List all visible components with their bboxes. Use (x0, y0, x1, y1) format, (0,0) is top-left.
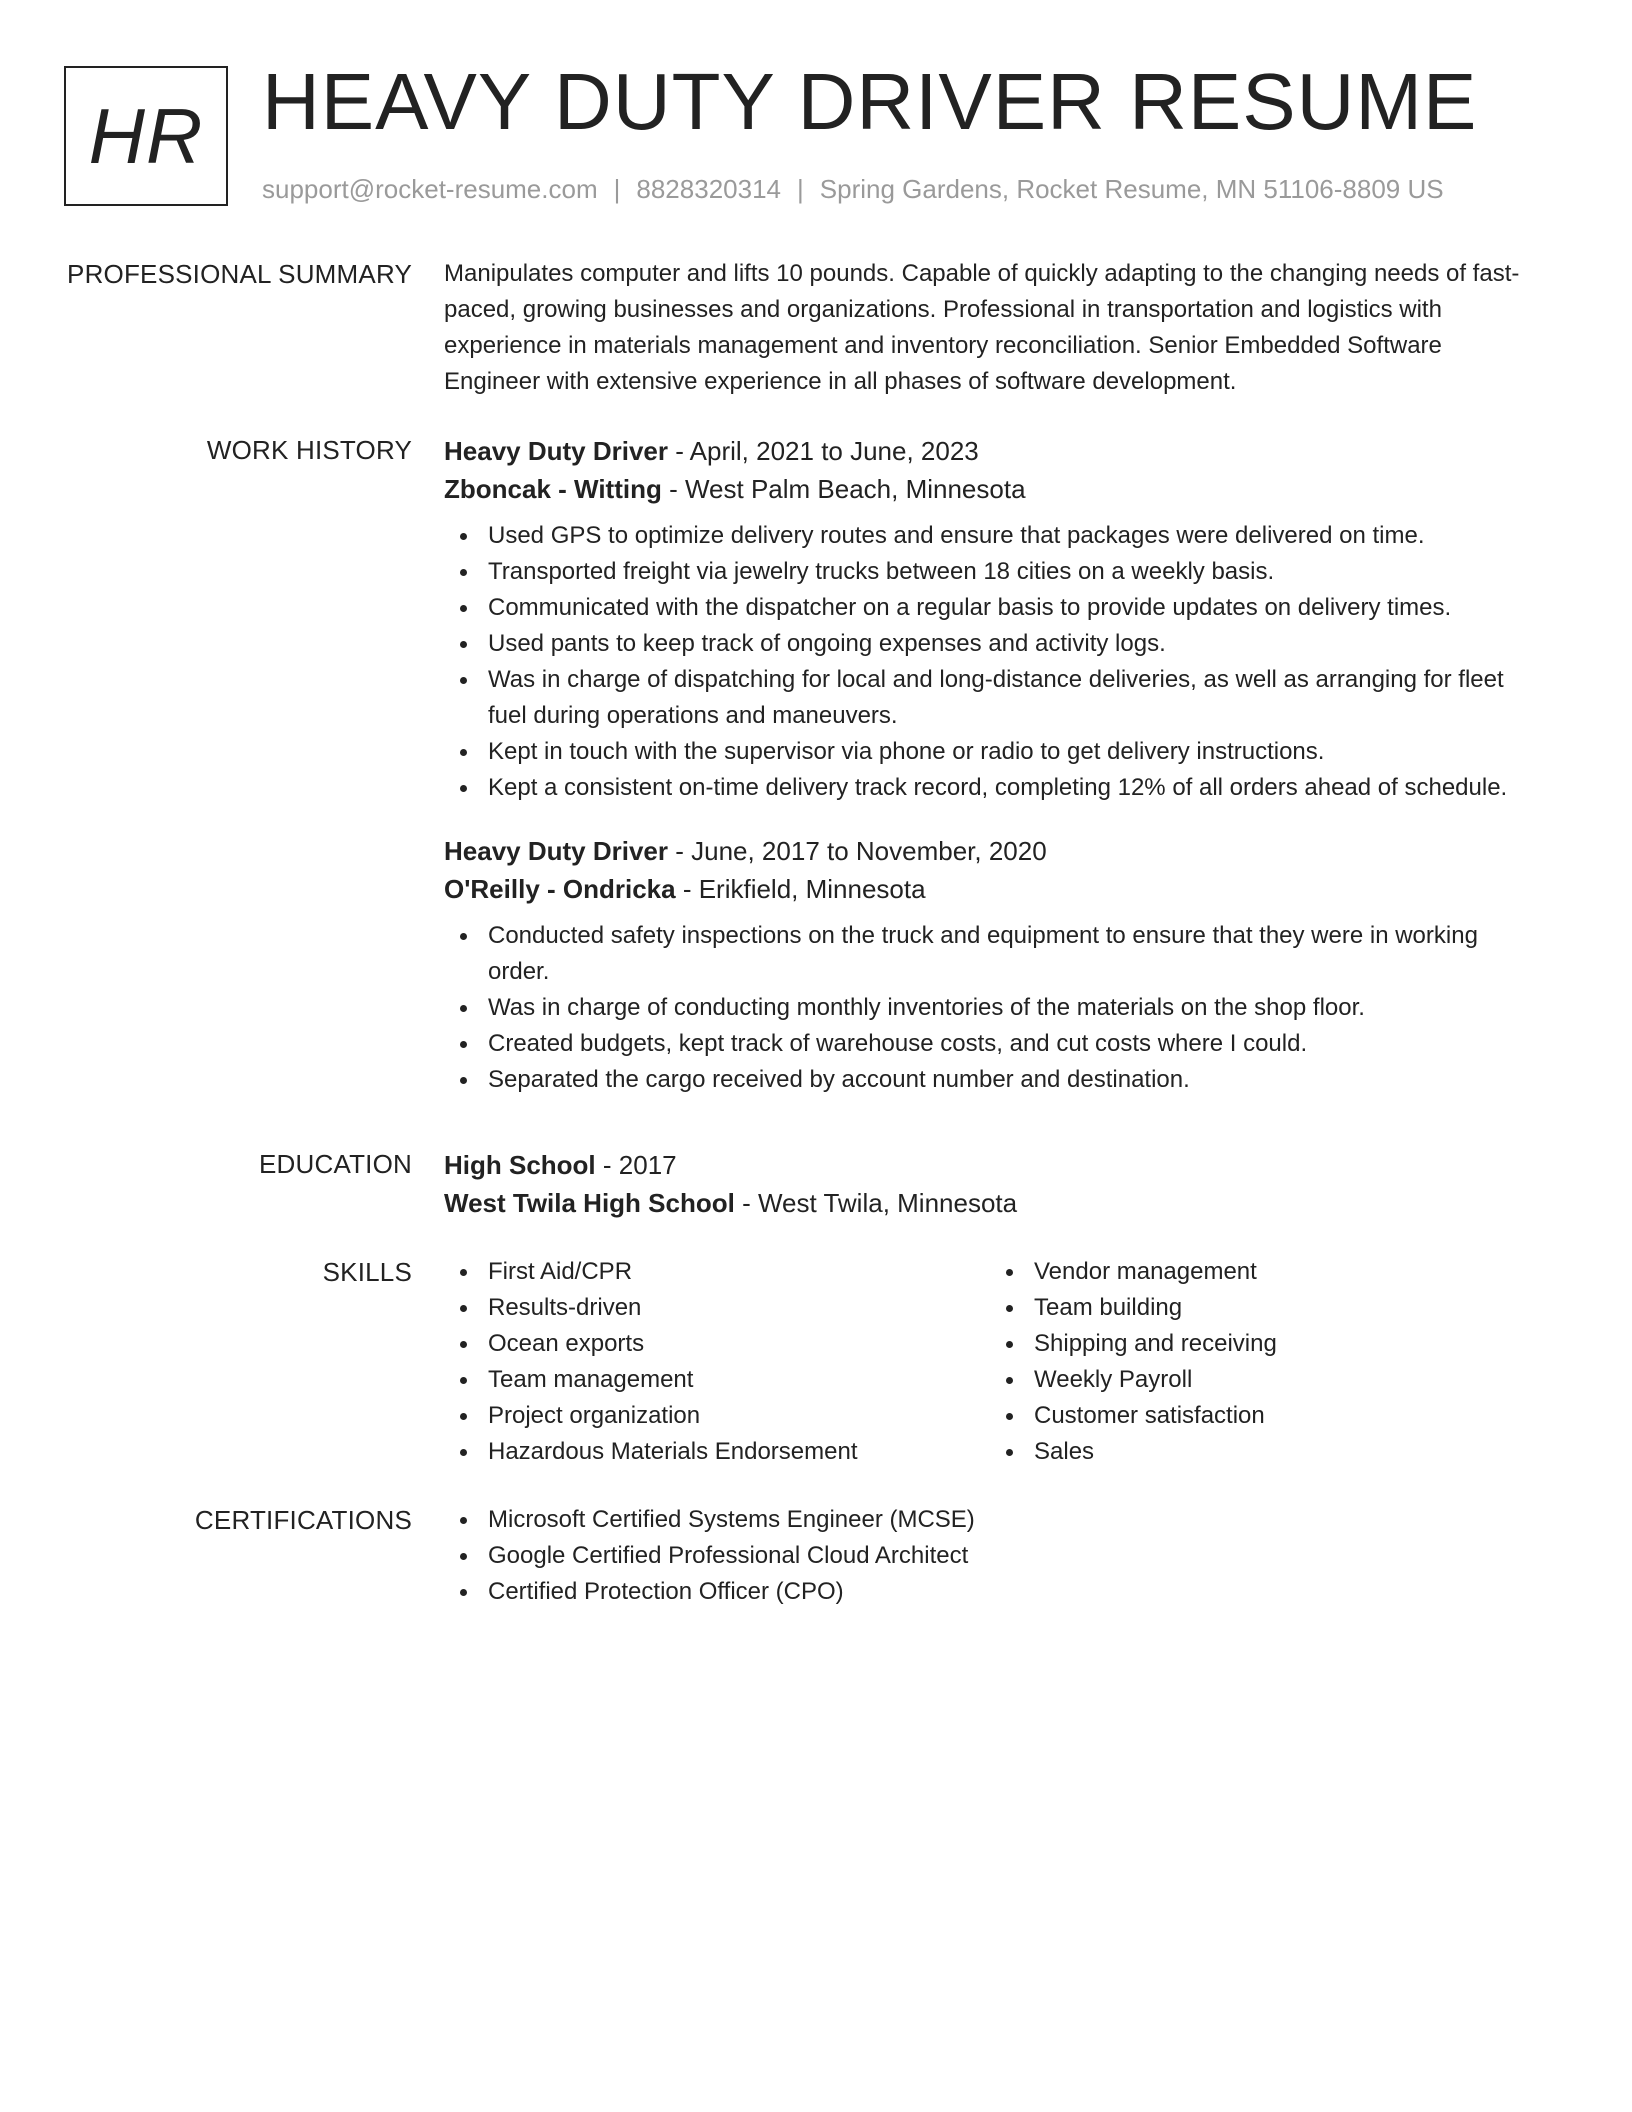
certifications-body (444, 1502, 1544, 1610)
job-company-line (444, 870, 1544, 908)
section-label-skills: SKILLS (322, 1257, 412, 1287)
job-entry (444, 832, 1544, 1098)
work-history-body (444, 432, 1544, 1098)
job-title-line (444, 432, 1544, 470)
contact-line (262, 172, 1444, 206)
summary-body (444, 256, 1544, 400)
job-bullet: Used GPS to optimize delivery routes and ensure that packages were delivered on time. (444, 518, 1544, 554)
job-bullet: Created budgets, kept track of warehouse costs, and cut costs where I could. (444, 1026, 1544, 1062)
job-bullet: Kept in touch with the supervisor via phone or radio to get delivery instructions. (444, 734, 1544, 770)
skill-item: Team building (990, 1290, 1536, 1326)
skills-column-left (444, 1254, 990, 1470)
education-year: - 2017 (595, 1150, 677, 1180)
job-bullet: Communicated with the dispatcher on a regular basis to provide updates on delivery times. (444, 590, 1544, 626)
skills-body (444, 1254, 1544, 1470)
section-label-summary: PROFESSIONAL SUMMARY (67, 259, 412, 289)
job-title-line (444, 832, 1544, 870)
education-school-line (444, 1184, 1544, 1222)
skill-item: Hazardous Materials Endorsement (444, 1434, 990, 1470)
job-bullet: Kept a consistent on-time delivery track record, completing 12% of all orders ahead of schedule. (444, 770, 1544, 806)
education-degree: High School (444, 1150, 596, 1180)
education-location: - West Twila, Minnesota (734, 1188, 1018, 1218)
job-location: - West Palm Beach, Minnesota (661, 474, 1026, 504)
skill-item: Results-driven (444, 1290, 990, 1326)
job-title: Heavy Duty Driver (444, 836, 668, 866)
job-bullet: Separated the cargo received by account number and destination. (444, 1062, 1544, 1098)
summary-text: Manipulates computer and lifts 10 pounds. Capable of quickly adapting to the changing needs of fast-paced, growing businesses and organizations. Professional in transportation and logistics with experience in materials management and inventory reconciliation. Senior Embedded Software Engineer with extensive experience in all phases of software development. (444, 260, 1520, 395)
skill-item: Project organization (444, 1398, 990, 1434)
skills-columns (444, 1254, 1544, 1470)
contact-phone[interactable]: 8828320314 (636, 174, 781, 204)
education-body (444, 1146, 1544, 1222)
contact-separator: | (797, 174, 804, 204)
skills-column-right (990, 1254, 1536, 1470)
skill-item: Customer satisfaction (990, 1398, 1536, 1434)
job-company-line (444, 470, 1544, 508)
job-company: O'Reilly - Ondricka (444, 874, 676, 904)
job-bullet: Used pants to keep track of ongoing expenses and activity logs. (444, 626, 1544, 662)
contact-email[interactable]: support@rocket-resume.com (262, 174, 598, 204)
job-bullet: Was in charge of conducting monthly inventories of the materials on the shop floor. (444, 990, 1544, 1026)
skill-item: Ocean exports (444, 1326, 990, 1362)
skill-item: Shipping and receiving (990, 1326, 1536, 1362)
contact-address: Spring Gardens, Rocket Resume, MN 51106-8809 US (819, 174, 1444, 204)
job-entry (444, 432, 1544, 806)
section-label-work-history: WORK HISTORY (206, 435, 412, 465)
education-school: West Twila High School (444, 1188, 735, 1218)
certification-item: Microsoft Certified Systems Engineer (MCSE) (444, 1502, 1544, 1538)
resume-title: HEAVY DUTY DRIVER RESUME (262, 57, 1478, 146)
skill-item: Weekly Payroll (990, 1362, 1536, 1398)
job-title: Heavy Duty Driver (444, 436, 668, 466)
contact-separator: | (613, 174, 621, 204)
job-bullet: Transported freight via jewelry trucks between 18 cities on a weekly basis. (444, 554, 1544, 590)
job-company: Zboncak - Witting (444, 474, 662, 504)
skill-item: Vendor management (990, 1254, 1536, 1290)
skill-item: Team management (444, 1362, 990, 1398)
job-bullets (444, 918, 1544, 1098)
job-dates: - June, 2017 to November, 2020 (668, 836, 1047, 866)
skills-list (990, 1254, 1536, 1470)
job-bullets (444, 518, 1544, 806)
section-label-education: EDUCATION (259, 1149, 412, 1179)
job-location: - Erikfield, Minnesota (675, 874, 926, 904)
skills-list (444, 1254, 990, 1470)
section-label-certifications: CERTIFICATIONS (194, 1505, 412, 1535)
skill-item: Sales (990, 1434, 1536, 1470)
certifications-list (444, 1502, 1544, 1610)
job-dates: - April, 2021 to June, 2023 (668, 436, 979, 466)
monogram-badge: HR (64, 66, 228, 206)
job-bullet: Conducted safety inspections on the truck and equipment to ensure that they were in working order. (444, 918, 1544, 990)
job-bullet: Was in charge of dispatching for local and long-distance deliveries, as well as arranging for fleet fuel during operations and maneuvers. (444, 662, 1544, 734)
skill-item: First Aid/CPR (444, 1254, 990, 1290)
education-degree-line (444, 1146, 1544, 1184)
certification-item: Certified Protection Officer (CPO) (444, 1574, 1544, 1610)
certification-item: Google Certified Professional Cloud Architect (444, 1538, 1544, 1574)
